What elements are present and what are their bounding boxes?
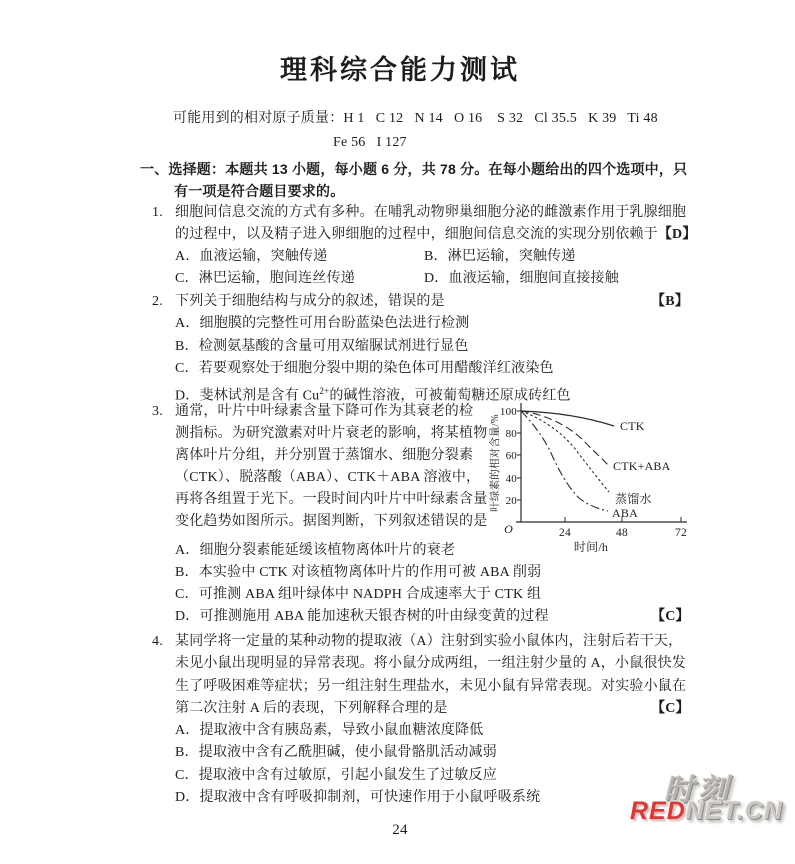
q2-option-c: C．若要观察处于细胞分裂中期的染色体可用醋酸洋红液染色: [175, 361, 554, 376]
q4-option-d: D．提取液中含有呼吸抑制剂，可快速作用于小鼠呼吸系统: [175, 790, 541, 805]
chart-ytick-20: 20: [505, 495, 517, 507]
q3-option-b: B．本实验中 CTK 对该植物离体叶片的作用可被 ABA 削弱: [175, 565, 542, 580]
chlorophyll-chart: [488, 399, 695, 555]
q4-number: 4.: [152, 634, 163, 649]
q4-stem-line-1: 某同学将一定量的某种动物的提取液（A）注射到实验小鼠体内，注射后若干天，: [175, 634, 683, 649]
chart-x-axis-label: 时间/h: [573, 540, 609, 554]
chart-ytick-100: 100: [499, 406, 517, 418]
q1-number: 1.: [152, 205, 163, 220]
q2-option-a: A．细胞膜的完整性可用台盼蓝染色法进行检测: [175, 316, 470, 331]
chlorophyll-chart-svg: [488, 399, 695, 555]
chart-ytick-60: 60: [505, 450, 517, 462]
chart-ytick-40: 40: [505, 473, 517, 485]
q1-stem-line-1: 细胞间信息交流的方式有多种。在哺乳动物卵巢细胞分泌的雌激素作用于乳腺细胞: [175, 205, 687, 220]
chart-line-distilled-water: [521, 411, 609, 492]
q1-option-a: A．血液运输，突触传递: [175, 249, 328, 264]
exam-title: 理科综合能力测试: [280, 55, 520, 85]
chart-line-aba: [521, 411, 608, 511]
chart-xtick-72: 72: [675, 527, 687, 539]
q4-answer-marker: 【C】: [651, 701, 690, 716]
q3-stem-line-1: 通常，叶片中叶绿素含量下降可作为其衰老的检: [175, 404, 474, 419]
q2-option-d-superscript: 2+: [319, 386, 330, 396]
q1-answer-marker: 【D】: [657, 227, 697, 242]
q3-stem-line-2: 测指标。为研究激素对叶片衰老的影响，将某植物: [175, 426, 488, 441]
chart-ytick-80: 80: [505, 428, 517, 440]
q3-number: 3.: [152, 404, 163, 419]
section-header-line-2: 有一项是符合题目要求的。: [174, 183, 345, 199]
q1-stem-line-2-text: 的过程中，以及精子进入卵细胞的过程中，细胞间信息交流的实现分别依赖于: [175, 227, 658, 242]
q1-option-c: C．淋巴运输，胞间连丝传递: [175, 271, 355, 286]
watermark-red-text: RED: [630, 797, 686, 825]
chart-y-axis-label: 叶绿素的相对含量/%: [490, 414, 501, 512]
q4-option-c: C．提取液中含有过敏原，引起小鼠发生了过敏反应: [175, 768, 497, 783]
chart-xtick-24: 24: [559, 527, 571, 539]
q4-stem-line-2: 未见小鼠出现明显的异常表现。将小鼠分成两组，一组注射少量的 A，小鼠很快发: [175, 656, 687, 671]
q2-number: 2.: [152, 294, 163, 309]
q4-option-a: A．提取液中含有胰岛素，导致小鼠血糖浓度降低: [175, 723, 484, 738]
q3-option-d: D．可推测施用 ABA 能加速秋天银杏树的叶由绿变黄的过程: [175, 609, 549, 624]
atomic-masses-line-1: 可能用到的相对原子质量：H 1 C 12 N 14 O 16 S 32 Cl 35.5 K 39 Ti 48: [173, 111, 658, 126]
q3-stem-line-4: （CTK）、脱落酸（ABA）、CTK＋ABA 溶液中，: [175, 470, 481, 485]
chart-series-label-ctk: CTK: [620, 419, 645, 433]
chart-series-label-aba: ABA: [612, 506, 638, 520]
section-header-line-1: 一、选择题：本题共 13 小题，每小题 6 分，共 78 分。在每小题给出的四个选项中，只: [140, 161, 688, 177]
watermark-shike-logo: 时刻: [664, 774, 732, 807]
q2-option-d-text-2: 的碱性溶液，可被葡萄糖还原成砖红色: [329, 388, 571, 404]
q3-stem-line-5: 再将各组置于光下。一段时间内叶片中叶绿素含量: [175, 492, 488, 507]
chart-xtick-48: 48: [616, 527, 628, 539]
q4-stem-line-4: 第二次注射 A 后的表现，下列解释合理的是: [175, 701, 448, 716]
q1-stem-line-2: [175, 224, 697, 246]
q3-option-c: C．可推测 ABA 组叶绿体中 NADPH 合成速率大于 CTK 组: [175, 587, 542, 602]
chart-origin-label: O: [504, 522, 513, 536]
q2-answer-marker: 【B】: [651, 294, 689, 309]
q2-stem: 下列关于细胞结构与成分的叙述，错误的是: [175, 294, 445, 309]
chart-series-label-ctk-aba: CTK+ABA: [613, 459, 671, 473]
q2-option-d-text: D．斐林试剂是含有 Cu: [175, 388, 320, 404]
watermark-rednet: [630, 797, 783, 826]
atomic-masses-line-2: Fe 56 I 127: [333, 135, 407, 150]
q1-option-b: B．淋巴运输，突触传递: [424, 249, 576, 264]
watermark-netcn-text: NET.CN: [685, 797, 783, 825]
q1-option-d: D．血液运输，细胞间直接接触: [424, 271, 619, 286]
q4-option-b: B．提取液中含有乙酰胆碱，使小鼠骨骼肌活动减弱: [175, 745, 497, 760]
page-number: 24: [392, 822, 408, 838]
q4-stem-line-3: 生了呼吸困难等症状；另一组注射生理盐水，未见小鼠有异常表现。对实验小鼠在: [175, 679, 687, 694]
q3-answer-marker: 【C】: [651, 609, 690, 624]
q3-option-a: A．细胞分裂素能延缓该植物离体叶片的衰老: [175, 543, 456, 558]
q2-option-b: B．检测氨基酸的含量可用双缩脲试剂进行显色: [175, 339, 469, 354]
q3-stem-line-6: 变化趋势如图所示。据图判断，下列叙述错误的是: [175, 514, 488, 529]
q3-stem-line-3: 离体叶片分组，并分别置于蒸馏水、细胞分裂素: [175, 448, 474, 463]
chart-series-label-distilled-water: 蒸馏水: [615, 492, 652, 506]
